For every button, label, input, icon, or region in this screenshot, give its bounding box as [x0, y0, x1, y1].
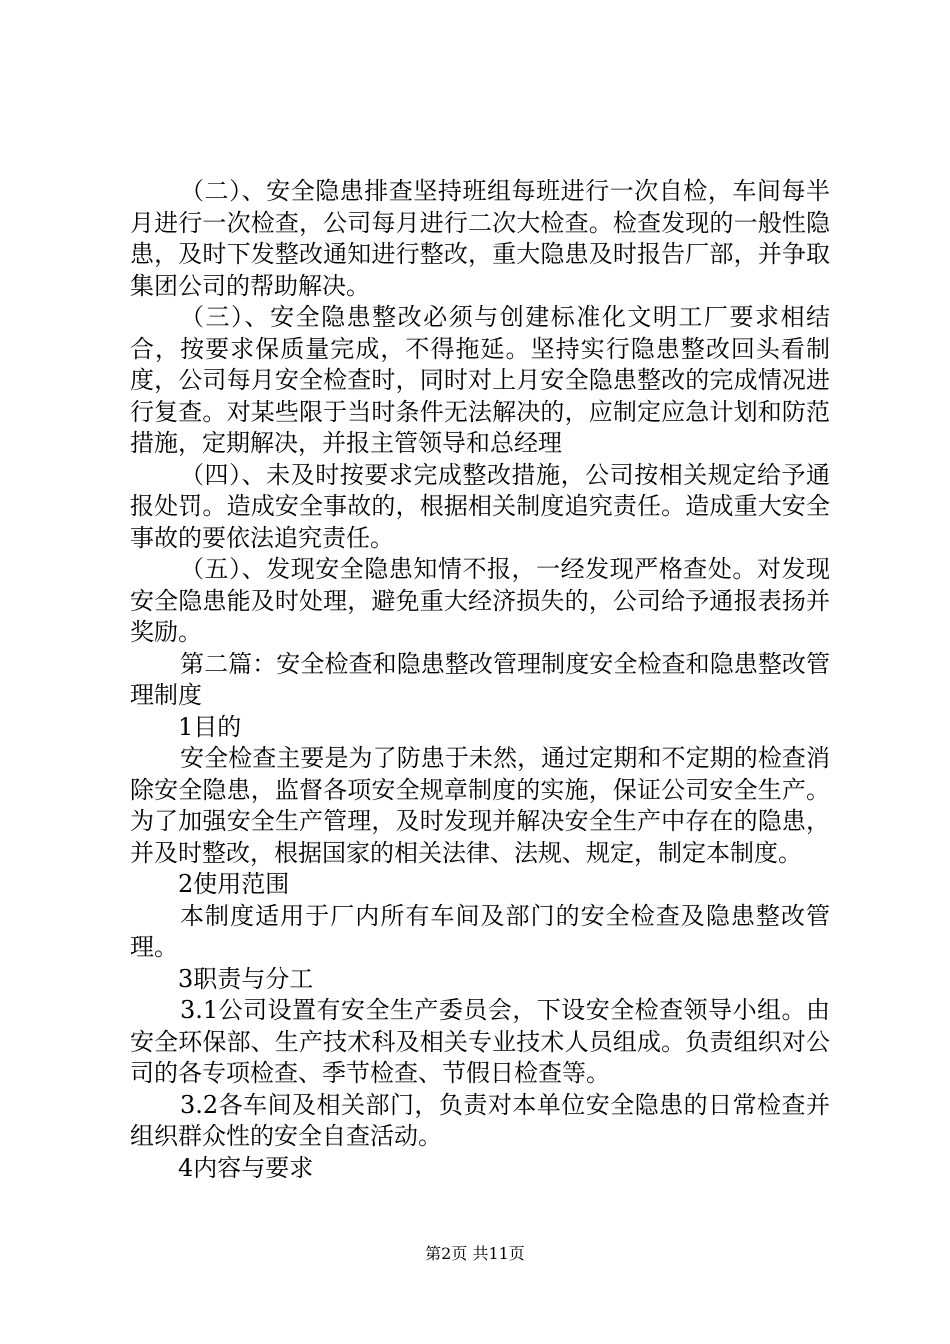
paragraph-2: （二）、安全隐患排查坚持班组每班进行一次自检，车间每半月进行一次检查，公司每月进行二次大检查。检查发现的一般性隐患，及时下发整改通知进行整改，重大隐患及时报告厂部，并争取集团公司的帮助解决。 — [130, 177, 830, 300]
document-body — [130, 176, 830, 1184]
heading-content: 4内容与要求 — [178, 1153, 314, 1182]
paragraph-5: （五）、发现安全隐患知情不报，一经发现严格查处。对发现安全隐患能及时处理，避免重大经济损失的，公司给予通报表扬并奖励。 — [130, 555, 830, 646]
paragraph-3-1: 3.1公司设置有安全生产委员会，下设安全检查领导小组。由安全环保部、生产技术科及相关专业技术人员组成。负责组织对公司的各专项检查、季节检查、节假日检查等。 — [130, 996, 830, 1087]
paragraph-3: （三）、安全隐患整改必须与创建标准化文明工厂要求相结合，按要求保质量完成，不得拖延。坚持实行隐患整改回头看制度，公司每月安全检查时，同时对上月安全隐患整改的完成情况进行复查。对某些限于当时条件无法解决的，应制定应急计划和防范措施，定期解决，并报主管领导和总经理 — [130, 303, 830, 457]
paragraph-scope: 本制度适用于厂内所有车间及部门的安全检查及隐患整改管理。 — [130, 901, 830, 961]
heading-responsibility: 3职责与分工 — [178, 964, 314, 993]
section-title: 第二篇：安全检查和隐患整改管理制度安全检查和隐患整改管理制度 — [130, 649, 830, 709]
paragraph-4: （四）、未及时按要求完成整改措施，公司按相关规定给予通报处罚。造成安全事故的，根据相关制度追究责任。造成重大安全事故的要依法追究责任。 — [130, 460, 830, 552]
paragraph-3-2: 3.2各车间及相关部门，负责对本单位安全隐患的日常检查并组织群众性的安全自查活动。 — [130, 1090, 830, 1150]
heading-purpose: 1目的 — [178, 712, 242, 741]
heading-scope: 2使用范围 — [178, 870, 290, 898]
paragraph-purpose: 安全检查主要是为了防患于未然，通过定期和不定期的检查消除安全隐患，监督各项安全规章制度的实施，保证公司安全生产。为了加强安全生产管理，及时发现并解决安全生产中存在的隐患，并及时整改，根据国家的相关法律、法规、规定，制定本制度。 — [130, 744, 830, 867]
page-footer: 第2页 共11页 — [425, 1244, 525, 1263]
